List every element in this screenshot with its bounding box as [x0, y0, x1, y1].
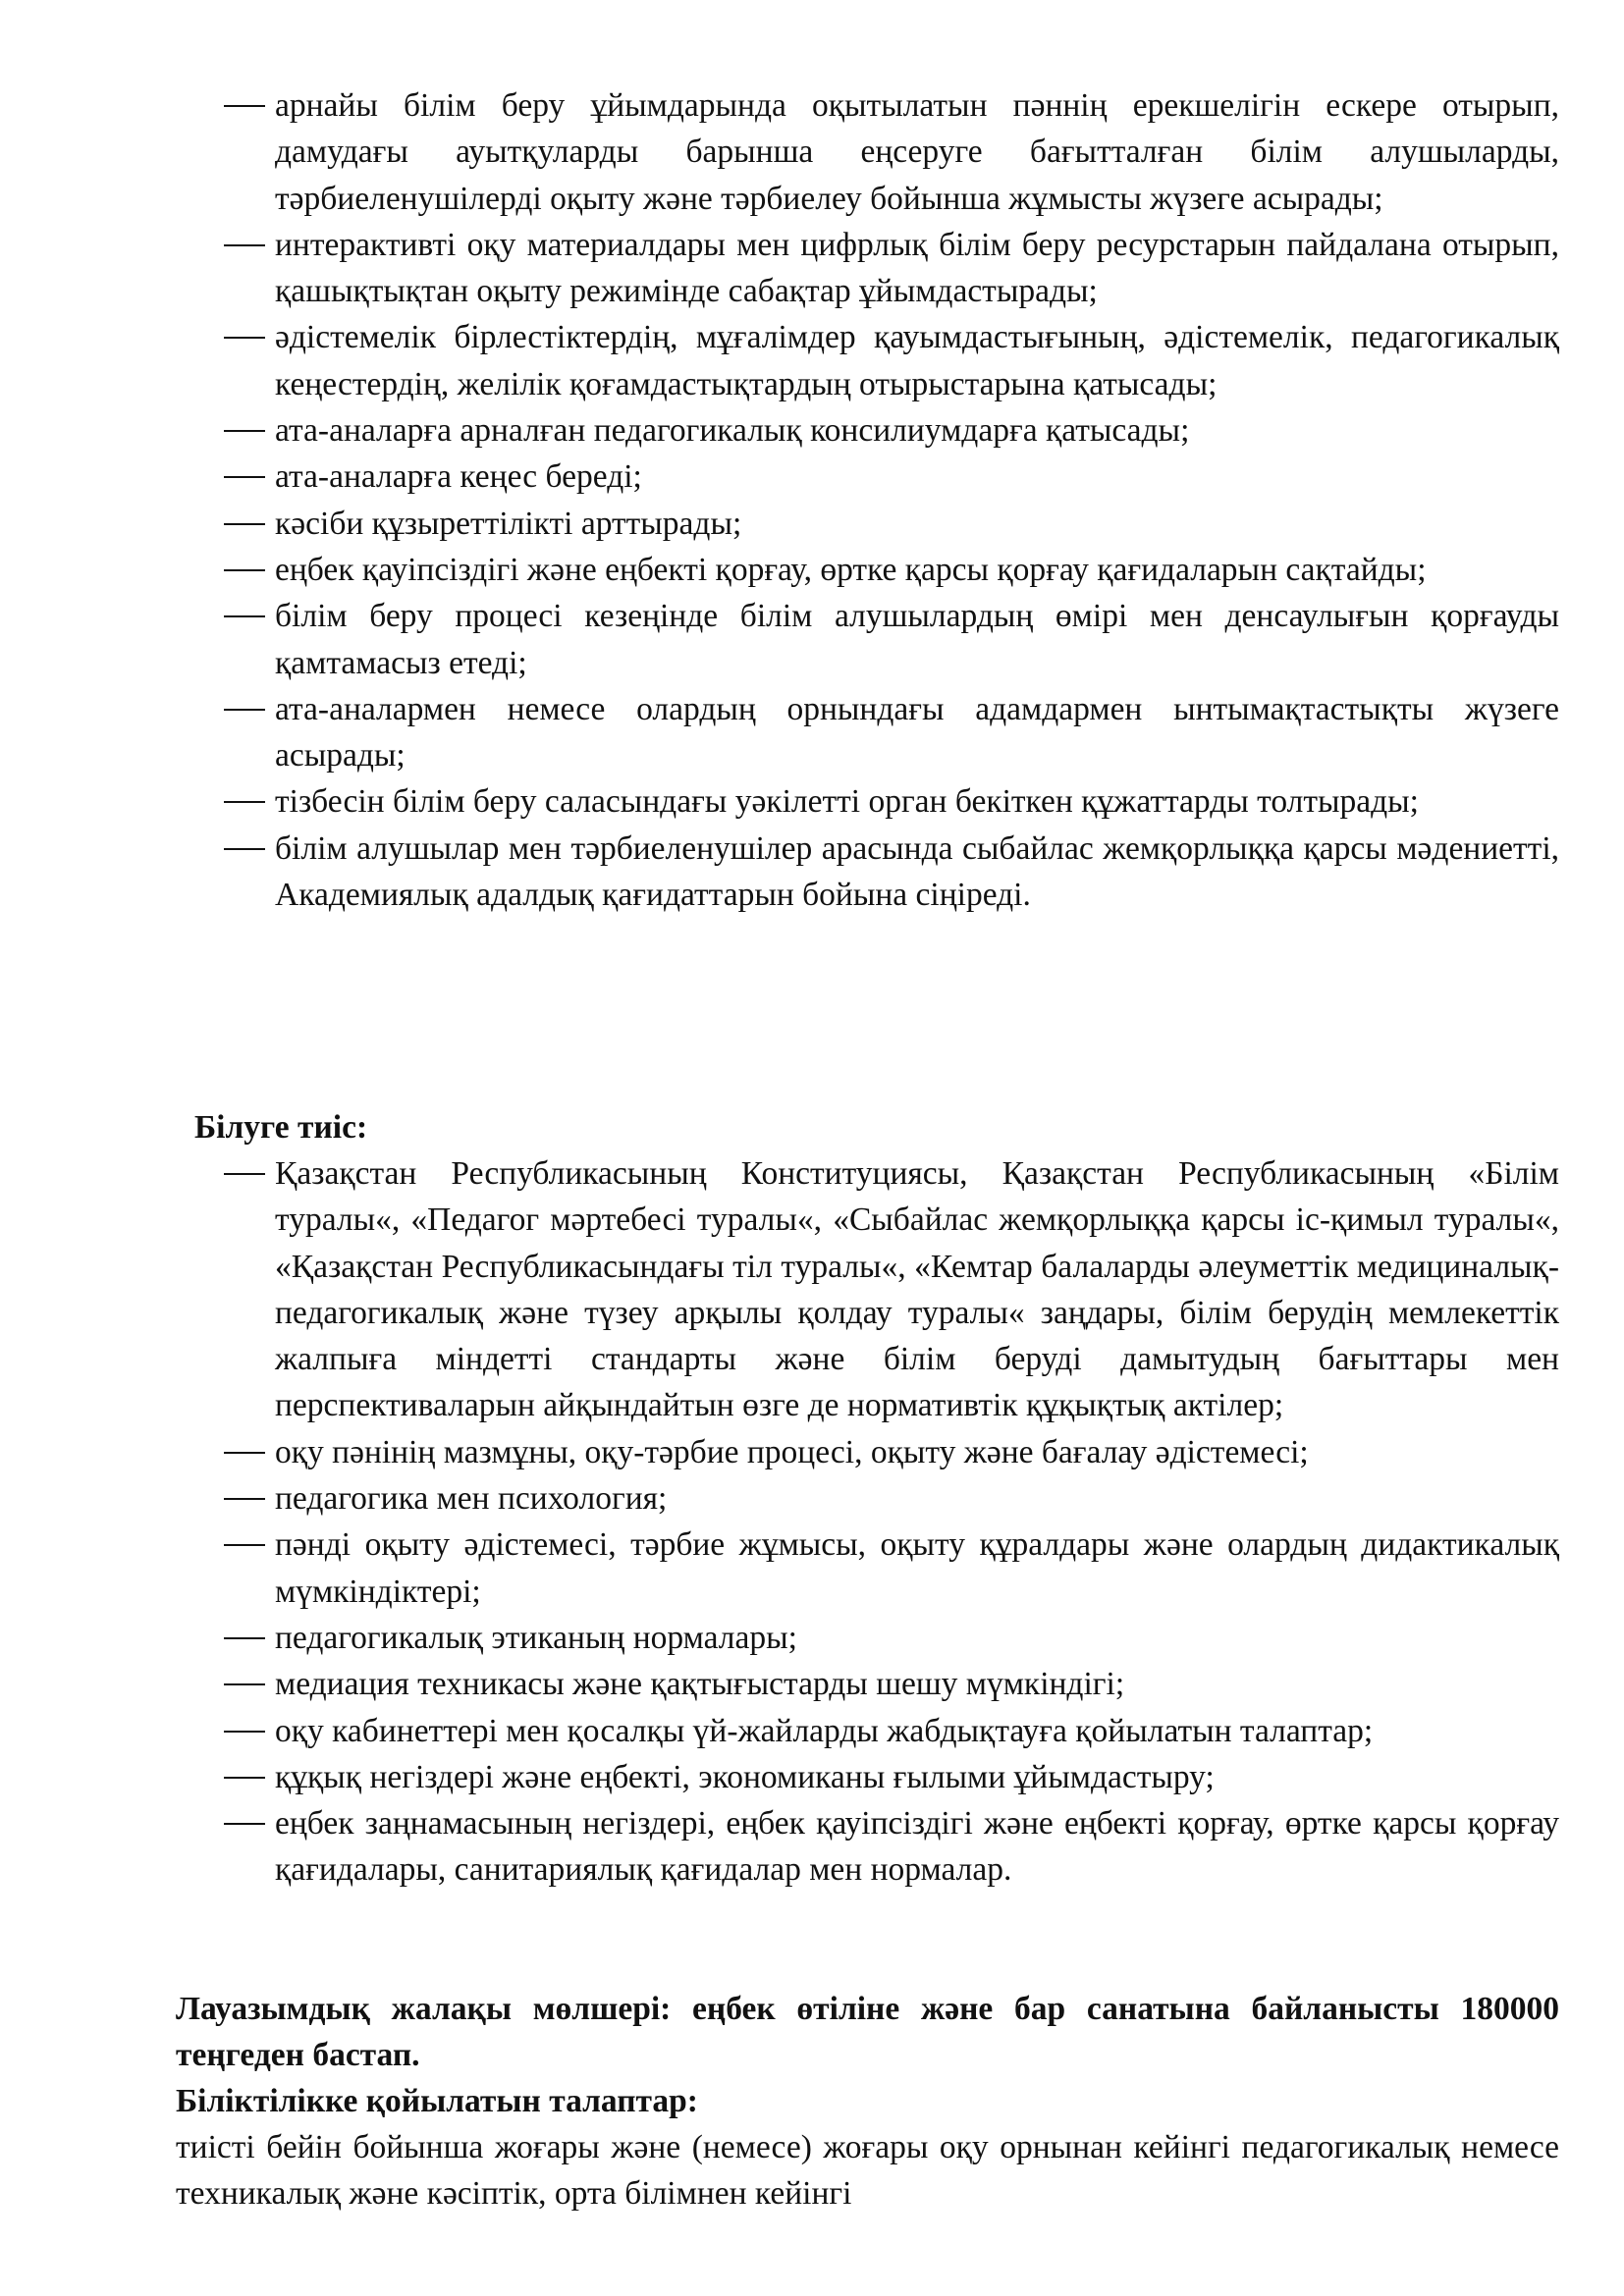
must-know-list: [224, 1150, 1559, 1894]
list-item: педагогикалық этиканың нормалары;: [224, 1615, 1559, 1661]
list-item: медиация техникасы және қақтығыстарды шешу мүмкіндігі;: [224, 1661, 1559, 1707]
list-item: оқу кабинеттері мен қосалқы үй-жайларды жабдықтауға қойылатын талаптар;: [224, 1708, 1559, 1754]
must-know-heading: Білуге тиіс:: [194, 1109, 368, 1146]
list-item: ата-аналармен немесе олардың орнындағы адамдармен ынтымақтастықты жүзеге асырады;: [224, 686, 1559, 779]
list-item: оқу пәнінің мазмұны, оқу-тәрбие процесі, оқыту және бағалау әдістемесі;: [224, 1429, 1559, 1475]
qualification-paragraph: тиісті бейін бойынша жоғары және (немесе) жоғары оқу орнынан кейінгі педагогикалық немесе техникалық және кәсіптік, орта білімнен кейінгі: [176, 2129, 1559, 2213]
duties-list: [224, 82, 1559, 918]
list-item: білім беру процесі кезеңінде білім алушылардың өмірі мен денсаулығын қорғауды қамтамасыз етеді;: [224, 593, 1559, 686]
list-item: Қазақстан Республикасының Конституциясы, Қазақстан Республикасының «Білім туралы«, «Педагог мәртебесі туралы«, «Сыбайлас жемқорлыққа қарсы іс-қимыл туралы«, «Қазақстан Республикасындағы тіл туралы«, «Кемтар балаларды әлеуметтік медициналық-педагогикалық және түзеу арқылы қолдау туралы« заңдары, білім берудің мемлекеттік жалпыға міндетті стандарты және білім беруді дамытудың бағыттары мен перспективаларын айқындайтын өзге де нормативтік құқықтық актілер;: [224, 1150, 1559, 1429]
list-item: білім алушылар мен тәрбиеленушілер арасында сыбайлас жемқорлыққа қарсы мәдениетті, Академиялық адалдық қағидаттарын бойына сіңіреді.: [224, 826, 1559, 919]
list-item: ата-аналарға арналған педагогикалық консилиумдарға қатысады;: [224, 407, 1559, 454]
list-item: пәнді оқыту әдістемесі, тәрбие жұмысы, оқыту құралдары және олардың дидактикалық мүмкіндіктері;: [224, 1522, 1559, 1615]
list-item: ата-аналарға кеңес береді;: [224, 454, 1559, 500]
list-item: құқық негіздері және еңбекті, экономиканы ғылыми ұйымдастыру;: [224, 1754, 1559, 1800]
list-item: еңбек заңнамасының негіздері, еңбек қауіпсіздігі және еңбекті қорғау, өртке қарсы қорғау қағидалары, санитариялық қағидалар мен нормалар.: [224, 1800, 1559, 1894]
list-item: педагогика мен психология;: [224, 1475, 1559, 1522]
list-item: әдістемелік бірлестіктердің, мұғалімдер қауымдастығының, әдістемелік, педагогикалық кеңестердің, желілік қоғамдастықтардың отырыстарына қатысады;: [224, 314, 1559, 407]
salary-paragraph: Лауазымдық жалақы мөлшері: еңбек өтіліне және бар санатына байланысты 180000 теңгеден бастап.: [176, 1991, 1559, 2074]
list-item: тізбесін білім беру саласындағы уәкілетті орган бекіткен құжаттарды толтырады;: [224, 778, 1559, 825]
qualification-heading: Біліктілікке қойылатын талаптар:: [176, 2083, 698, 2119]
list-item: еңбек қауіпсіздігі және еңбекті қорғау, өртке қарсы қорғау қағидаларын сақтайды;: [224, 547, 1559, 593]
list-item: кәсіби құзыреттілікті арттырады;: [224, 501, 1559, 547]
list-item: интерактивті оқу материалдары мен цифрлық білім беру ресурстарын пайдалана отырып, қашықтықтан оқыту режимінде сабақтар ұйымдастырады;: [224, 222, 1559, 315]
list-item: арнайы білім беру ұйымдарында оқытылатын пәннің ерекшелігін ескере отырып, дамудағы ауытқуларды барынша еңсеруге бағытталған білім алушыларды, тәрбиеленушілерді оқыту және тәрбиелеу бойынша жұмысты жүзеге асырады;: [224, 82, 1559, 222]
